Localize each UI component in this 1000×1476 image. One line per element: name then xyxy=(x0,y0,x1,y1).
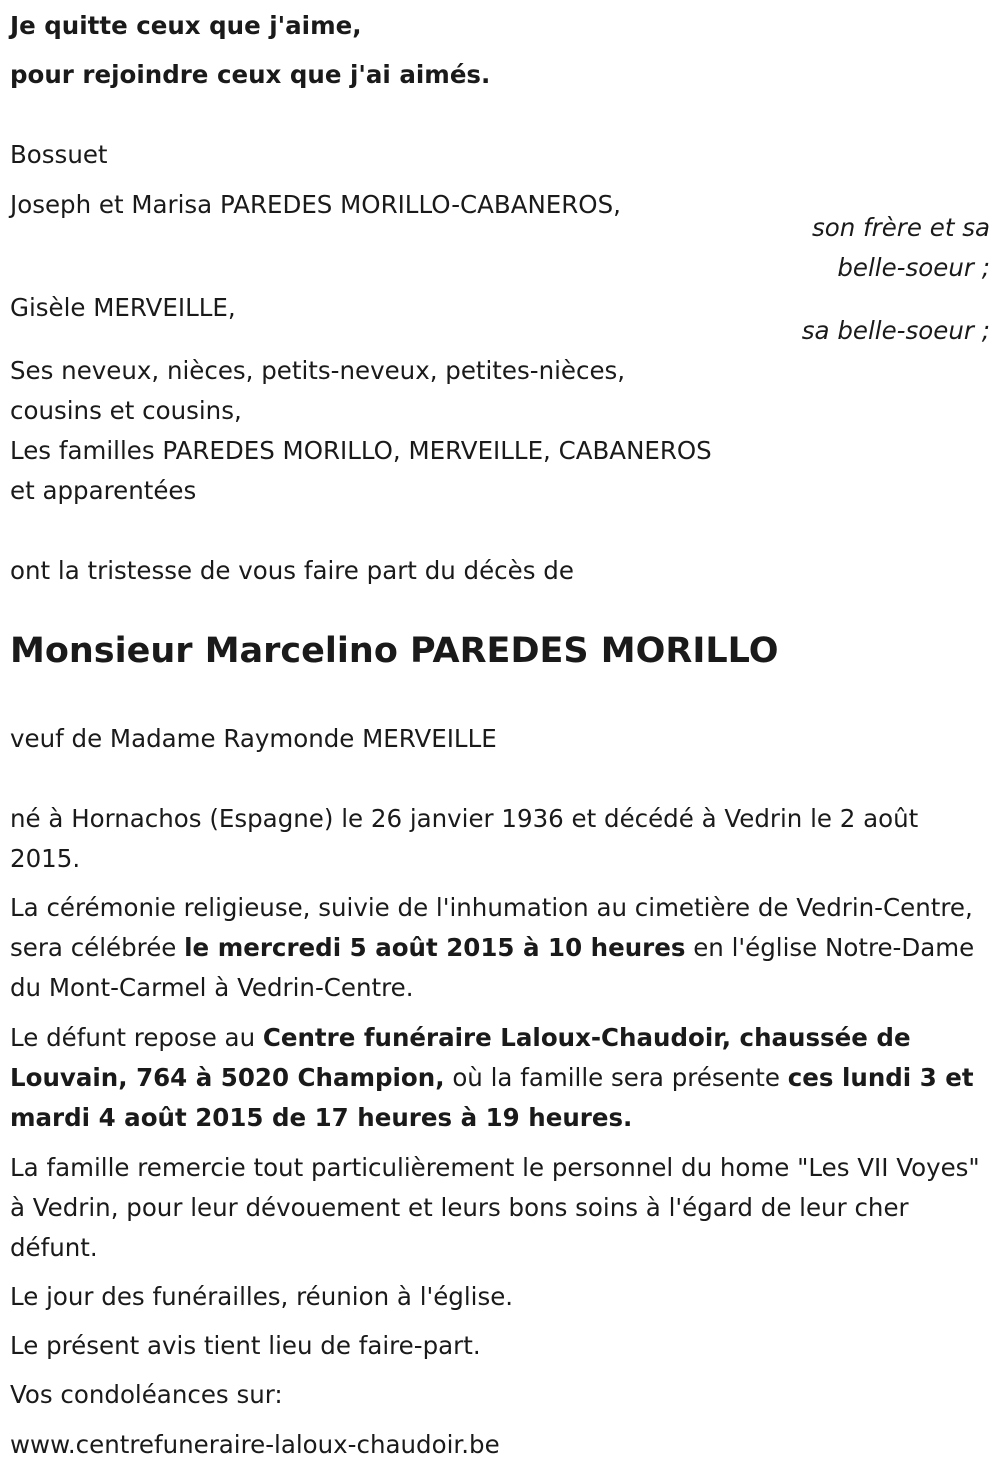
visitation-times: ces lundi 3 et mardi 4 août 2015 de 17 heures à 19 heures. xyxy=(10,1063,974,1132)
sister-in-law-relation: sa belle-soeur ; xyxy=(801,316,990,345)
ceremony-intro: La cérémonie religieuse, suivie de l'inhumation au cimetière de Vedrin-Centre, sera célébrée xyxy=(10,893,973,962)
relatives-line: cousins et cousins, xyxy=(10,396,242,425)
deceased-name: Monsieur Marcelino PAREDES MORILLO xyxy=(10,631,779,671)
condolences-url: www.centrefuneraire-laloux-chaudoir.be xyxy=(10,1430,500,1459)
thanks-paragraph: La famille remercie tout particulièrement le personnel du home "Les VII Voyes" à Vedrin, pour leur dévouement et leurs bons soins à l'égard de leur cher défunt. xyxy=(10,1153,980,1262)
notice: Le présent avis tient lieu de faire-part. xyxy=(10,1331,481,1360)
relatives-line: et apparentées xyxy=(10,476,197,505)
announcement: ont la tristesse de vous faire part du décès de xyxy=(10,556,574,585)
birth-death-info: né à Hornachos (Espagne) le 26 janvier 1936 et décédé à Vedrin le 2 août 2015. xyxy=(10,804,919,873)
visitation-intro: Le défunt repose au xyxy=(10,1023,263,1052)
ceremony-outro: en l'église Notre-Dame du Mont-Carmel à Vedrin-Centre. xyxy=(10,933,975,1002)
ceremony-date: le mercredi 5 août 2015 à 10 heures xyxy=(184,933,686,962)
condolences-label: Vos condoléances sur: xyxy=(10,1380,283,1409)
relatives-line: Les familles PAREDES MORILLO, MERVEILLE, CABANEROS xyxy=(10,436,712,465)
brother-names: Joseph et Marisa PAREDES MORILLO-CABANEROS, xyxy=(10,190,621,219)
meeting-info: Le jour des funérailles, réunion à l'église. xyxy=(10,1282,514,1311)
epigraph-line-2: pour rejoindre ceux que j'ai aimés. xyxy=(10,60,491,89)
relatives-line: Ses neveux, nièces, petits-neveux, petites-nièces, xyxy=(10,356,626,385)
widower-of: veuf de Madame Raymonde MERVEILLE xyxy=(10,724,497,753)
visitation-place: Centre funéraire Laloux-Chaudoir, chaussée de Louvain, 764 à 5020 Champion, xyxy=(10,1023,911,1092)
ceremony-paragraph xyxy=(10,888,995,1008)
sister-in-law-name: Gisèle MERVEILLE, xyxy=(10,293,236,322)
visitation-paragraph xyxy=(10,1018,995,1138)
location: Bossuet xyxy=(10,140,108,169)
brother-relation-line-1: son frère et sa xyxy=(811,213,990,242)
epigraph-line-1: Je quitte ceux que j'aime, xyxy=(10,11,362,40)
visitation-middle: où la famille sera présente xyxy=(444,1063,788,1092)
brother-relation-line-2: belle-soeur ; xyxy=(837,253,990,282)
